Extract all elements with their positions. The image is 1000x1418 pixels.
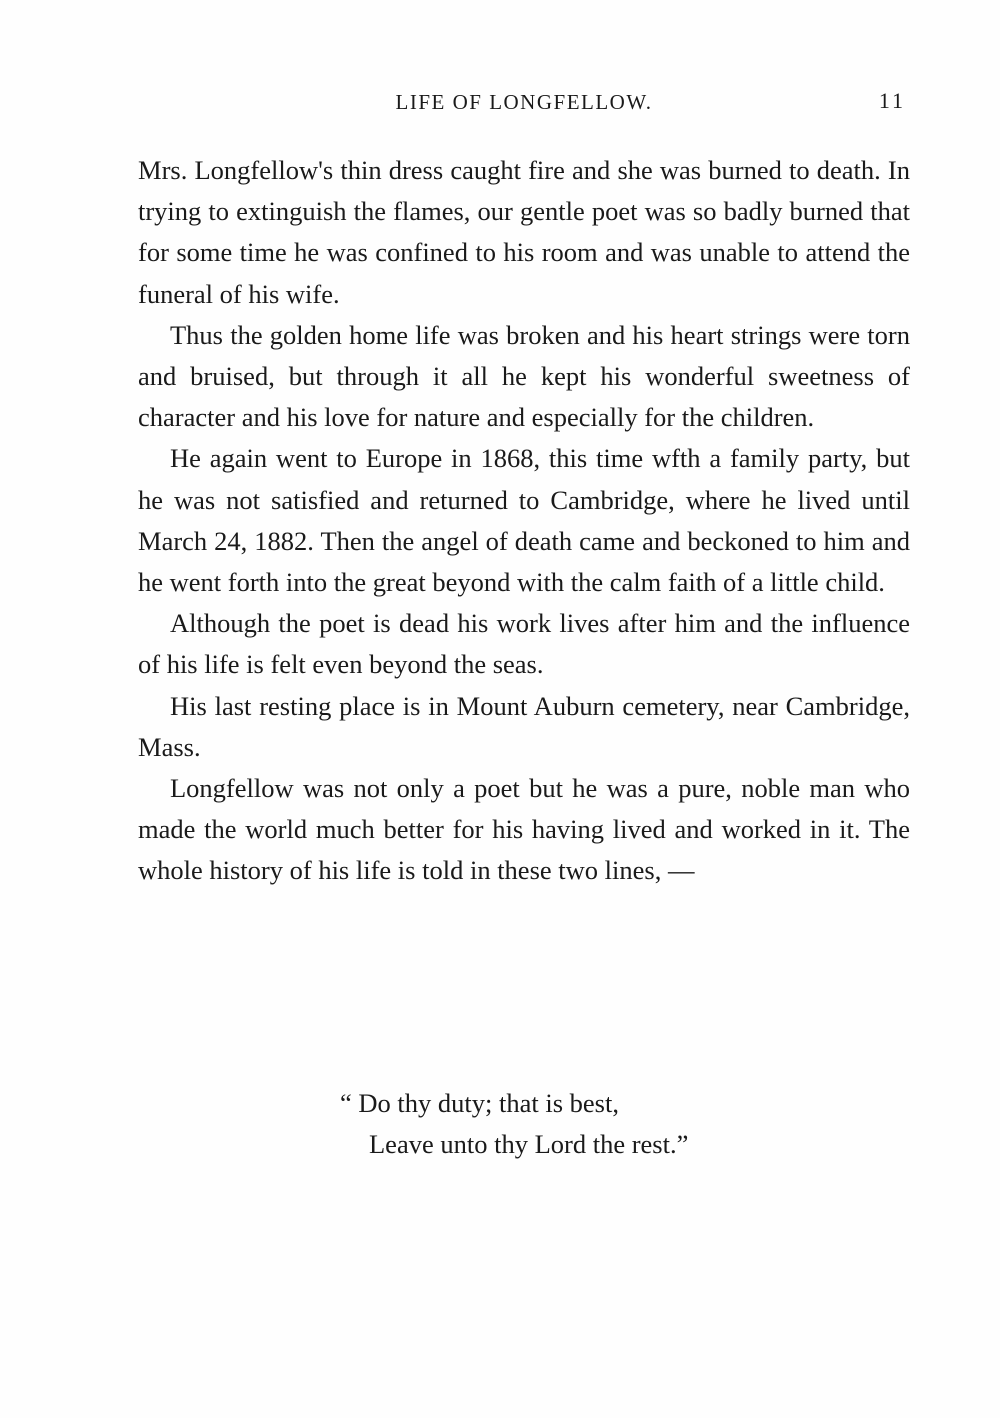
body-text [138, 150, 910, 892]
verse-quote [340, 1083, 900, 1165]
running-header [138, 88, 910, 118]
paragraph-continued: Mrs. Longfellow's thin dress caught fire and she was burned to death. In trying to extinguish the flames, our gentle poet was so badly burned that for some time he was confined to his room and was unable to attend the funeral of his wife. [138, 155, 910, 309]
page-number: 11 [878, 88, 906, 113]
verse-line: “ Do thy duty; that is best, [340, 1088, 619, 1118]
paragraph: His last resting place is in Mount Auburn cemetery, near Cambridge, Mass. [138, 690, 910, 762]
paragraph: Longfellow was not only a poet but he was a pure, noble man who made the world much better for his having lived and worked in it. The whole history of his life is told in these two lines, — [138, 773, 910, 886]
paragraph: Thus the golden home life was broken and his heart strings were torn and bruised, but through it all he kept his wonderful sweetness of character and his love for nature and especially for the children. [138, 319, 910, 433]
running-title: LIFE OF LONGFELLOW. [395, 90, 653, 114]
verse-line: Leave unto thy Lord the rest.” [369, 1129, 689, 1159]
paragraph: Although the poet is dead his work lives after him and the influence of his life is felt even beyond the seas. [138, 608, 910, 680]
paragraph: He again went to Europe in 1868, this time wfth a family party, but he was not satisfied and returned to Cambridge, where he lived until March 24, 1882. Then the angel of death came and beckoned to him and he went forth into the great beyond with the calm faith of a little child. [138, 443, 910, 598]
